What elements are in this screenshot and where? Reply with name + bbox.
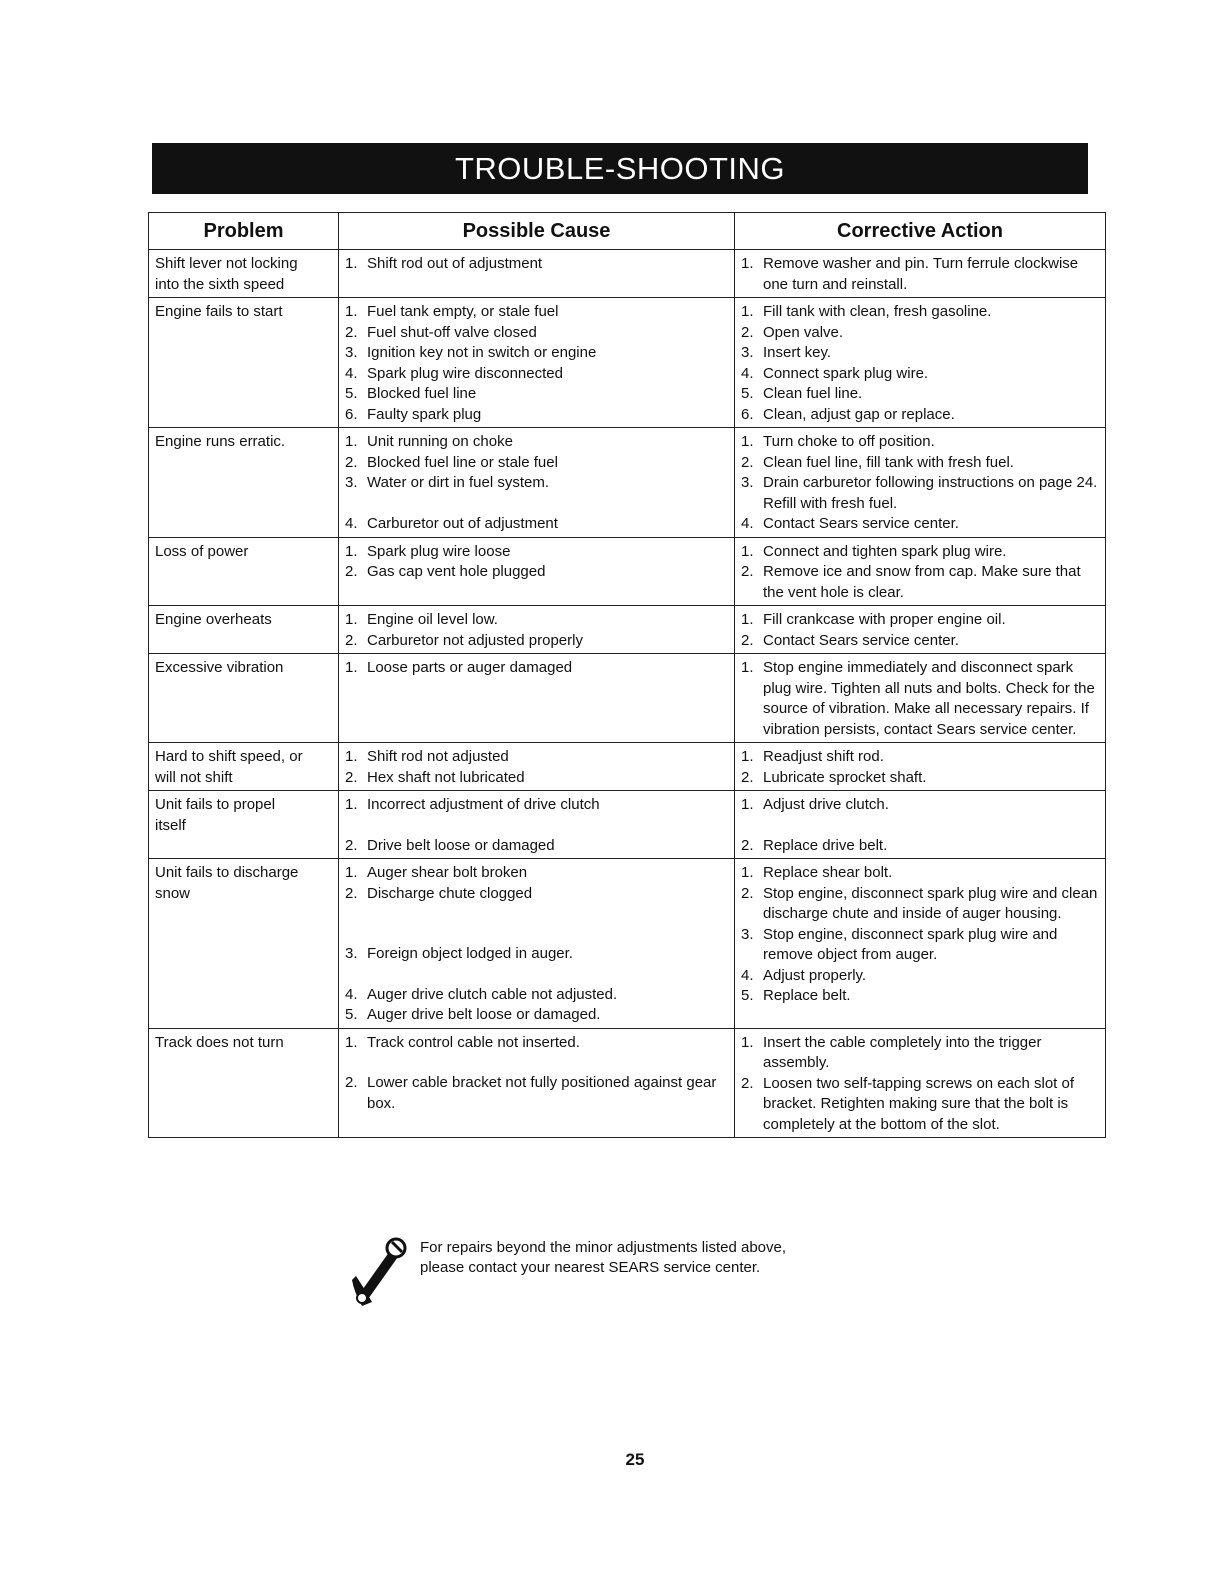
table-row bbox=[149, 1028, 1106, 1138]
troubleshooting-table bbox=[148, 212, 1106, 1138]
item-text: Water or dirt in fuel system. bbox=[367, 474, 549, 491]
cause-item bbox=[345, 364, 728, 385]
table-row bbox=[149, 428, 1106, 538]
item-text: Discharge chute clogged bbox=[367, 884, 533, 902]
problem-text: Engine overheats bbox=[155, 611, 272, 628]
item-text: Carburetor not adjusted properly bbox=[367, 631, 583, 649]
item-text: Auger drive belt loose or damaged. bbox=[367, 1006, 601, 1023]
action-item bbox=[741, 836, 1099, 857]
item-text: Spark plug wire loose bbox=[367, 542, 511, 560]
action-cell bbox=[735, 743, 1106, 791]
item-text: Auger drive clutch cable not adjusted. bbox=[367, 985, 618, 1003]
item-text: Faulty spark plug bbox=[367, 405, 482, 423]
table-row bbox=[149, 743, 1106, 791]
item-text: Fuel tank empty, or stale fuel bbox=[367, 303, 559, 320]
action-cell bbox=[735, 859, 1106, 1029]
item-number: 2. bbox=[345, 453, 358, 471]
cause-item bbox=[345, 323, 728, 344]
item-text: Remove ice and snow from cap. Make sure that the vent hole is clear. bbox=[763, 563, 1081, 601]
item-text: Connect and tighten spark plug wire. bbox=[763, 542, 1007, 560]
action-item bbox=[741, 768, 1099, 789]
item-text: Adjust drive clutch. bbox=[763, 796, 889, 813]
action-item bbox=[741, 1033, 1099, 1074]
item-text: Open valve. bbox=[763, 323, 844, 341]
item-text: Insert key. bbox=[763, 344, 832, 361]
cause-cell bbox=[339, 298, 735, 428]
page-number: 25 bbox=[625, 1450, 645, 1469]
item-text: Connect spark plug wire. bbox=[763, 364, 929, 382]
table-row bbox=[149, 298, 1106, 428]
item-number: 2. bbox=[741, 323, 754, 341]
item-text: Replace shear bolt. bbox=[763, 864, 893, 881]
cause-cell bbox=[339, 654, 735, 743]
cause-item bbox=[345, 610, 728, 631]
item-text: Auger shear bolt broken bbox=[367, 864, 528, 881]
problem-text: Excessive vibration bbox=[155, 659, 284, 676]
problem-cell bbox=[149, 859, 339, 1029]
action-cell bbox=[735, 298, 1106, 428]
item-number: 2. bbox=[345, 768, 358, 786]
action-item bbox=[741, 610, 1099, 631]
action-item bbox=[741, 658, 1099, 740]
action-cell bbox=[735, 428, 1106, 538]
problem-cell bbox=[149, 250, 339, 298]
spacer bbox=[345, 1053, 728, 1073]
cause-item bbox=[345, 836, 728, 857]
item-number: 3. bbox=[741, 344, 754, 361]
item-text: Contact Sears service center. bbox=[763, 515, 959, 532]
cause-cell bbox=[339, 859, 735, 1029]
item-number: 1. bbox=[345, 748, 358, 765]
action-item bbox=[741, 323, 1099, 344]
item-text: Loosen two self-tapping screws on each slot of bracket. Retighten making sure that the bolt is completely at the bottom of the slot. bbox=[763, 1074, 1075, 1133]
problem-cell bbox=[149, 606, 339, 654]
service-note-line-1: For repairs beyond the minor adjustments listed above, bbox=[420, 1239, 787, 1256]
item-text: Lubricate sprocket shaft. bbox=[763, 768, 927, 786]
cause-item bbox=[345, 795, 728, 816]
item-number: 5. bbox=[741, 987, 754, 1004]
spacer bbox=[345, 965, 728, 985]
cause-cell bbox=[339, 250, 735, 298]
item-text: Clean fuel line. bbox=[763, 385, 863, 402]
action-item bbox=[741, 364, 1099, 385]
problem-cell bbox=[149, 743, 339, 791]
action-item bbox=[741, 562, 1099, 603]
item-number: 1. bbox=[345, 796, 358, 813]
item-number: 1. bbox=[741, 748, 754, 765]
action-item bbox=[741, 863, 1099, 884]
cause-cell bbox=[339, 743, 735, 791]
problem-text: itself bbox=[155, 816, 186, 834]
problem-text: Unit fails to propel bbox=[155, 796, 276, 813]
service-note bbox=[420, 1238, 786, 1278]
cause-item bbox=[345, 768, 728, 789]
item-text: Gas cap vent hole plugged bbox=[367, 563, 546, 580]
item-text: Fill tank with clean, fresh gasoline. bbox=[763, 303, 992, 320]
item-text: Stop engine, disconnect spark plug wire and remove object from auger. bbox=[763, 925, 1058, 963]
action-item bbox=[741, 966, 1099, 987]
item-number: 4. bbox=[741, 515, 754, 532]
table-row bbox=[149, 250, 1106, 298]
item-number: 1. bbox=[345, 303, 358, 320]
cause-item bbox=[345, 453, 728, 474]
table-row bbox=[149, 606, 1106, 654]
item-number: 6. bbox=[741, 405, 754, 423]
item-number: 2. bbox=[741, 631, 754, 649]
item-text: Turn choke to off position. bbox=[763, 433, 935, 450]
item-text: Blocked fuel line or stale fuel bbox=[367, 453, 558, 471]
cause-item bbox=[345, 302, 728, 323]
item-text: Foreign object lodged in auger. bbox=[367, 945, 573, 962]
cause-item bbox=[345, 1073, 728, 1114]
item-text: Remove washer and pin. Turn ferrule clockwise one turn and reinstall. bbox=[763, 255, 1079, 293]
action-item bbox=[741, 302, 1099, 323]
item-text: Stop engine immediately and disconnect spark plug wire. Tighten all nuts and bolts. Check for the source of vibration. Make all necessary repairs. If vibration persists, contact Sears service center. bbox=[763, 659, 1095, 738]
item-number: 5. bbox=[345, 1006, 358, 1023]
cause-item bbox=[345, 747, 728, 768]
problem-cell bbox=[149, 537, 339, 606]
item-text: Contact Sears service center. bbox=[763, 631, 959, 649]
item-number: 1. bbox=[741, 1033, 754, 1051]
item-text: Fill crankcase with proper engine oil. bbox=[763, 611, 1006, 628]
item-text: Adjust properly. bbox=[763, 966, 867, 984]
cause-item bbox=[345, 944, 728, 965]
cause-cell bbox=[339, 1028, 735, 1138]
action-item bbox=[741, 631, 1099, 652]
item-number: 1. bbox=[345, 864, 358, 881]
action-item bbox=[741, 453, 1099, 474]
page-title: TROUBLE-SHOOTING bbox=[152, 143, 1088, 194]
action-item bbox=[741, 986, 1099, 1007]
header-problem: Problem bbox=[149, 213, 339, 250]
problem-cell bbox=[149, 298, 339, 428]
problem-cell bbox=[149, 1028, 339, 1138]
item-text: Carburetor out of adjustment bbox=[367, 514, 558, 532]
action-item bbox=[741, 254, 1099, 295]
item-number: 2. bbox=[345, 563, 358, 580]
item-number: 2. bbox=[345, 323, 358, 341]
problem-text: Hard to shift speed, or bbox=[155, 748, 303, 765]
item-number: 4. bbox=[345, 985, 358, 1003]
item-text: Insert the cable completely into the trigger assembly. bbox=[763, 1033, 1042, 1071]
item-number: 3. bbox=[741, 474, 754, 491]
item-number: 4. bbox=[345, 514, 358, 532]
table-row bbox=[149, 859, 1106, 1029]
item-number: 1. bbox=[345, 433, 358, 450]
item-number: 2. bbox=[345, 1074, 358, 1091]
item-number: 3. bbox=[741, 925, 754, 943]
item-number: 2. bbox=[741, 1074, 754, 1092]
item-number: 1. bbox=[741, 542, 754, 560]
item-text: Engine oil level low. bbox=[367, 611, 498, 628]
table-row bbox=[149, 791, 1106, 859]
spacer bbox=[741, 816, 1099, 836]
action-item bbox=[741, 747, 1099, 768]
item-text: Spark plug wire disconnected bbox=[367, 364, 563, 382]
action-item bbox=[741, 432, 1099, 453]
action-item bbox=[741, 473, 1099, 514]
action-item bbox=[741, 884, 1099, 925]
cause-item bbox=[345, 514, 728, 535]
item-number: 2. bbox=[741, 768, 754, 786]
action-item bbox=[741, 343, 1099, 364]
spacer bbox=[345, 816, 728, 836]
cause-item bbox=[345, 1033, 728, 1054]
item-number: 1. bbox=[345, 611, 358, 628]
cause-item bbox=[345, 254, 728, 275]
item-number: 2. bbox=[345, 836, 358, 854]
cause-cell bbox=[339, 537, 735, 606]
item-number: 1. bbox=[741, 255, 754, 272]
action-item bbox=[741, 795, 1099, 816]
problem-text: Loss of power bbox=[155, 542, 249, 560]
action-cell bbox=[735, 791, 1106, 859]
header-corrective-action: Corrective Action bbox=[735, 213, 1106, 250]
action-cell bbox=[735, 250, 1106, 298]
item-number: 1. bbox=[741, 659, 754, 676]
item-number: 4. bbox=[741, 966, 754, 984]
problem-cell bbox=[149, 791, 339, 859]
action-cell bbox=[735, 537, 1106, 606]
item-number: 1. bbox=[741, 303, 754, 320]
action-cell bbox=[735, 606, 1106, 654]
item-number: 3. bbox=[345, 344, 358, 361]
item-text: Readjust shift rod. bbox=[763, 748, 884, 765]
item-text: Blocked fuel line bbox=[367, 385, 477, 402]
cause-item bbox=[345, 432, 728, 453]
item-text: Stop engine, disconnect spark plug wire and clean discharge chute and inside of auger housing. bbox=[763, 884, 1098, 922]
item-number: 2. bbox=[345, 884, 358, 902]
action-item bbox=[741, 542, 1099, 563]
item-text: Fuel shut-off valve closed bbox=[367, 323, 537, 341]
spacer bbox=[345, 924, 728, 944]
item-text: Track control cable not inserted. bbox=[367, 1033, 580, 1051]
action-item bbox=[741, 925, 1099, 966]
cause-item bbox=[345, 1005, 728, 1026]
item-number: 6. bbox=[345, 405, 358, 423]
table-body bbox=[149, 250, 1106, 1138]
cause-item bbox=[345, 405, 728, 426]
item-text: Hex shaft not lubricated bbox=[367, 768, 525, 786]
cause-item bbox=[345, 658, 728, 679]
action-cell bbox=[735, 1028, 1106, 1138]
problem-text: Shift lever not locking bbox=[155, 255, 298, 272]
cause-cell bbox=[339, 791, 735, 859]
problem-text: into the sixth speed bbox=[155, 275, 285, 293]
item-text: Shift rod out of adjustment bbox=[367, 255, 543, 272]
problem-text: Engine fails to start bbox=[155, 303, 283, 320]
item-text: Loose parts or auger damaged bbox=[367, 659, 573, 676]
item-number: 2. bbox=[345, 631, 358, 649]
action-cell bbox=[735, 654, 1106, 743]
cause-cell bbox=[339, 606, 735, 654]
service-note-line-2: please contact your nearest SEARS service center. bbox=[420, 1259, 761, 1276]
item-number: 1. bbox=[345, 542, 358, 560]
item-number: 2. bbox=[741, 563, 754, 580]
item-text: Replace belt. bbox=[763, 987, 851, 1004]
item-text: Shift rod not adjusted bbox=[367, 748, 509, 765]
problem-text: snow bbox=[155, 884, 191, 902]
item-number: 4. bbox=[741, 364, 754, 382]
item-text: Clean, adjust gap or replace. bbox=[763, 405, 955, 423]
action-item bbox=[741, 1074, 1099, 1136]
item-text: Unit running on choke bbox=[367, 433, 513, 450]
wrench-icon bbox=[352, 1236, 410, 1313]
table-row bbox=[149, 654, 1106, 743]
item-number: 1. bbox=[741, 611, 754, 628]
action-item bbox=[741, 514, 1099, 535]
item-number: 1. bbox=[345, 659, 358, 676]
item-number: 1. bbox=[345, 1033, 358, 1051]
header-possible-cause: Possible Cause bbox=[339, 213, 735, 250]
cause-item bbox=[345, 985, 728, 1006]
cause-cell bbox=[339, 428, 735, 538]
problem-text: will not shift bbox=[155, 768, 233, 786]
item-number: 1. bbox=[741, 796, 754, 813]
problem-text: Unit fails to discharge bbox=[155, 864, 299, 881]
problem-cell bbox=[149, 428, 339, 538]
item-number: 1. bbox=[741, 433, 754, 450]
problem-text: Engine runs erratic. bbox=[155, 433, 286, 450]
cause-item bbox=[345, 473, 728, 494]
item-text: Clean fuel line, fill tank with fresh fuel. bbox=[763, 453, 1014, 471]
item-text: Incorrect adjustment of drive clutch bbox=[367, 796, 600, 813]
cause-item bbox=[345, 884, 728, 905]
item-number: 2. bbox=[741, 836, 754, 854]
item-text: Ignition key not in switch or engine bbox=[367, 344, 597, 361]
item-text: Drain carburetor following instructions on page 24. Refill with fresh fuel. bbox=[763, 474, 1098, 512]
cause-item bbox=[345, 631, 728, 652]
item-number: 5. bbox=[345, 385, 358, 402]
item-number: 2. bbox=[741, 453, 754, 471]
item-text: Replace drive belt. bbox=[763, 836, 888, 854]
item-number: 5. bbox=[741, 385, 754, 402]
cause-item bbox=[345, 384, 728, 405]
spacer bbox=[345, 494, 728, 514]
item-number: 1. bbox=[345, 255, 358, 272]
problem-cell bbox=[149, 654, 339, 743]
item-number: 2. bbox=[741, 884, 754, 902]
action-item bbox=[741, 384, 1099, 405]
item-number: 3. bbox=[345, 474, 358, 491]
cause-item bbox=[345, 562, 728, 583]
table-header-row bbox=[149, 213, 1106, 250]
cause-item bbox=[345, 343, 728, 364]
spacer bbox=[345, 904, 728, 924]
item-text: Drive belt loose or damaged bbox=[367, 836, 555, 854]
table-row bbox=[149, 537, 1106, 606]
item-number: 1. bbox=[741, 864, 754, 881]
item-number: 4. bbox=[345, 364, 358, 382]
action-item bbox=[741, 405, 1099, 426]
cause-item bbox=[345, 863, 728, 884]
item-text: Lower cable bracket not fully positioned against gear box. bbox=[367, 1074, 717, 1112]
item-number: 3. bbox=[345, 945, 358, 962]
cause-item bbox=[345, 542, 728, 563]
problem-text: Track does not turn bbox=[155, 1033, 284, 1051]
